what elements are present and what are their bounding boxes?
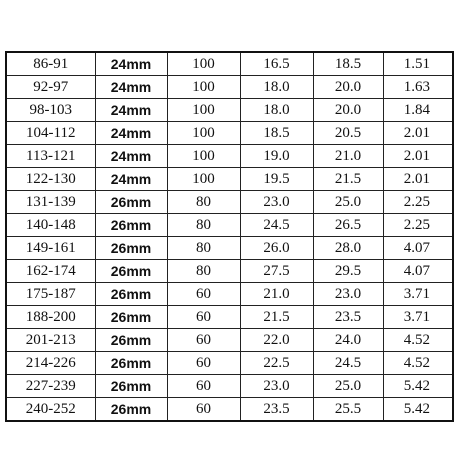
value-a-cell: 18.5 <box>240 122 313 145</box>
width-cell: 26mm <box>95 329 167 352</box>
width-cell: 26mm <box>95 283 167 306</box>
width-cell: 24mm <box>95 145 167 168</box>
size-spec-table <box>5 51 454 422</box>
weight-cell: 3.71 <box>383 306 453 329</box>
quantity-cell: 100 <box>167 52 240 76</box>
table-row <box>6 237 453 260</box>
width-cell: 26mm <box>95 398 167 422</box>
width-cell: 24mm <box>95 99 167 122</box>
table-row <box>6 145 453 168</box>
value-b-cell: 24.0 <box>313 329 383 352</box>
table-row <box>6 375 453 398</box>
table-row <box>6 191 453 214</box>
value-a-cell: 22.0 <box>240 329 313 352</box>
value-a-cell: 21.0 <box>240 283 313 306</box>
value-b-cell: 20.0 <box>313 76 383 99</box>
spec-sheet <box>5 51 452 417</box>
size-range-cell: 214-226 <box>6 352 95 375</box>
weight-cell: 2.25 <box>383 214 453 237</box>
value-b-cell: 25.0 <box>313 375 383 398</box>
quantity-cell: 80 <box>167 191 240 214</box>
size-range-cell: 131-139 <box>6 191 95 214</box>
value-a-cell: 19.0 <box>240 145 313 168</box>
table-row <box>6 398 453 422</box>
width-cell: 26mm <box>95 375 167 398</box>
value-a-cell: 18.0 <box>240 99 313 122</box>
weight-cell: 2.01 <box>383 168 453 191</box>
quantity-cell: 60 <box>167 306 240 329</box>
value-a-cell: 27.5 <box>240 260 313 283</box>
width-cell: 26mm <box>95 237 167 260</box>
quantity-cell: 80 <box>167 237 240 260</box>
value-a-cell: 23.0 <box>240 375 313 398</box>
quantity-cell: 100 <box>167 145 240 168</box>
width-cell: 24mm <box>95 168 167 191</box>
width-cell: 24mm <box>95 122 167 145</box>
table-row <box>6 306 453 329</box>
table-row <box>6 260 453 283</box>
weight-cell: 2.25 <box>383 191 453 214</box>
quantity-cell: 80 <box>167 260 240 283</box>
width-cell: 26mm <box>95 214 167 237</box>
size-range-cell: 227-239 <box>6 375 95 398</box>
value-b-cell: 25.0 <box>313 191 383 214</box>
table-row <box>6 214 453 237</box>
value-b-cell: 21.0 <box>313 145 383 168</box>
value-b-cell: 20.0 <box>313 99 383 122</box>
weight-cell: 1.63 <box>383 76 453 99</box>
weight-cell: 4.07 <box>383 237 453 260</box>
table-row <box>6 352 453 375</box>
weight-cell: 5.42 <box>383 375 453 398</box>
value-b-cell: 28.0 <box>313 237 383 260</box>
size-range-cell: 122-130 <box>6 168 95 191</box>
size-range-cell: 104-112 <box>6 122 95 145</box>
weight-cell: 4.07 <box>383 260 453 283</box>
weight-cell: 1.84 <box>383 99 453 122</box>
size-range-cell: 98-103 <box>6 99 95 122</box>
size-range-cell: 86-91 <box>6 52 95 76</box>
value-b-cell: 18.5 <box>313 52 383 76</box>
quantity-cell: 100 <box>167 76 240 99</box>
table-row <box>6 52 453 76</box>
quantity-cell: 100 <box>167 99 240 122</box>
value-a-cell: 19.5 <box>240 168 313 191</box>
size-range-cell: 92-97 <box>6 76 95 99</box>
size-range-cell: 240-252 <box>6 398 95 422</box>
weight-cell: 2.01 <box>383 145 453 168</box>
value-a-cell: 16.5 <box>240 52 313 76</box>
table-row <box>6 283 453 306</box>
value-a-cell: 22.5 <box>240 352 313 375</box>
value-b-cell: 23.5 <box>313 306 383 329</box>
value-b-cell: 24.5 <box>313 352 383 375</box>
table-row <box>6 99 453 122</box>
weight-cell: 4.52 <box>383 352 453 375</box>
value-b-cell: 23.0 <box>313 283 383 306</box>
weight-cell: 2.01 <box>383 122 453 145</box>
value-a-cell: 23.5 <box>240 398 313 422</box>
table-row <box>6 168 453 191</box>
value-a-cell: 21.5 <box>240 306 313 329</box>
size-range-cell: 149-161 <box>6 237 95 260</box>
width-cell: 26mm <box>95 260 167 283</box>
weight-cell: 1.51 <box>383 52 453 76</box>
value-a-cell: 26.0 <box>240 237 313 260</box>
quantity-cell: 100 <box>167 122 240 145</box>
size-range-cell: 113-121 <box>6 145 95 168</box>
weight-cell: 4.52 <box>383 329 453 352</box>
width-cell: 24mm <box>95 76 167 99</box>
value-b-cell: 20.5 <box>313 122 383 145</box>
table-row <box>6 329 453 352</box>
width-cell: 26mm <box>95 352 167 375</box>
width-cell: 26mm <box>95 306 167 329</box>
table-row <box>6 76 453 99</box>
value-b-cell: 26.5 <box>313 214 383 237</box>
quantity-cell: 60 <box>167 375 240 398</box>
value-b-cell: 21.5 <box>313 168 383 191</box>
table-body <box>6 52 453 421</box>
size-range-cell: 140-148 <box>6 214 95 237</box>
weight-cell: 5.42 <box>383 398 453 422</box>
value-a-cell: 18.0 <box>240 76 313 99</box>
size-range-cell: 188-200 <box>6 306 95 329</box>
value-a-cell: 24.5 <box>240 214 313 237</box>
size-range-cell: 162-174 <box>6 260 95 283</box>
quantity-cell: 60 <box>167 398 240 422</box>
size-range-cell: 175-187 <box>6 283 95 306</box>
width-cell: 24mm <box>95 52 167 76</box>
quantity-cell: 60 <box>167 329 240 352</box>
width-cell: 26mm <box>95 191 167 214</box>
quantity-cell: 60 <box>167 352 240 375</box>
quantity-cell: 80 <box>167 214 240 237</box>
value-b-cell: 25.5 <box>313 398 383 422</box>
quantity-cell: 60 <box>167 283 240 306</box>
value-a-cell: 23.0 <box>240 191 313 214</box>
quantity-cell: 100 <box>167 168 240 191</box>
value-b-cell: 29.5 <box>313 260 383 283</box>
weight-cell: 3.71 <box>383 283 453 306</box>
table-row <box>6 122 453 145</box>
size-range-cell: 201-213 <box>6 329 95 352</box>
